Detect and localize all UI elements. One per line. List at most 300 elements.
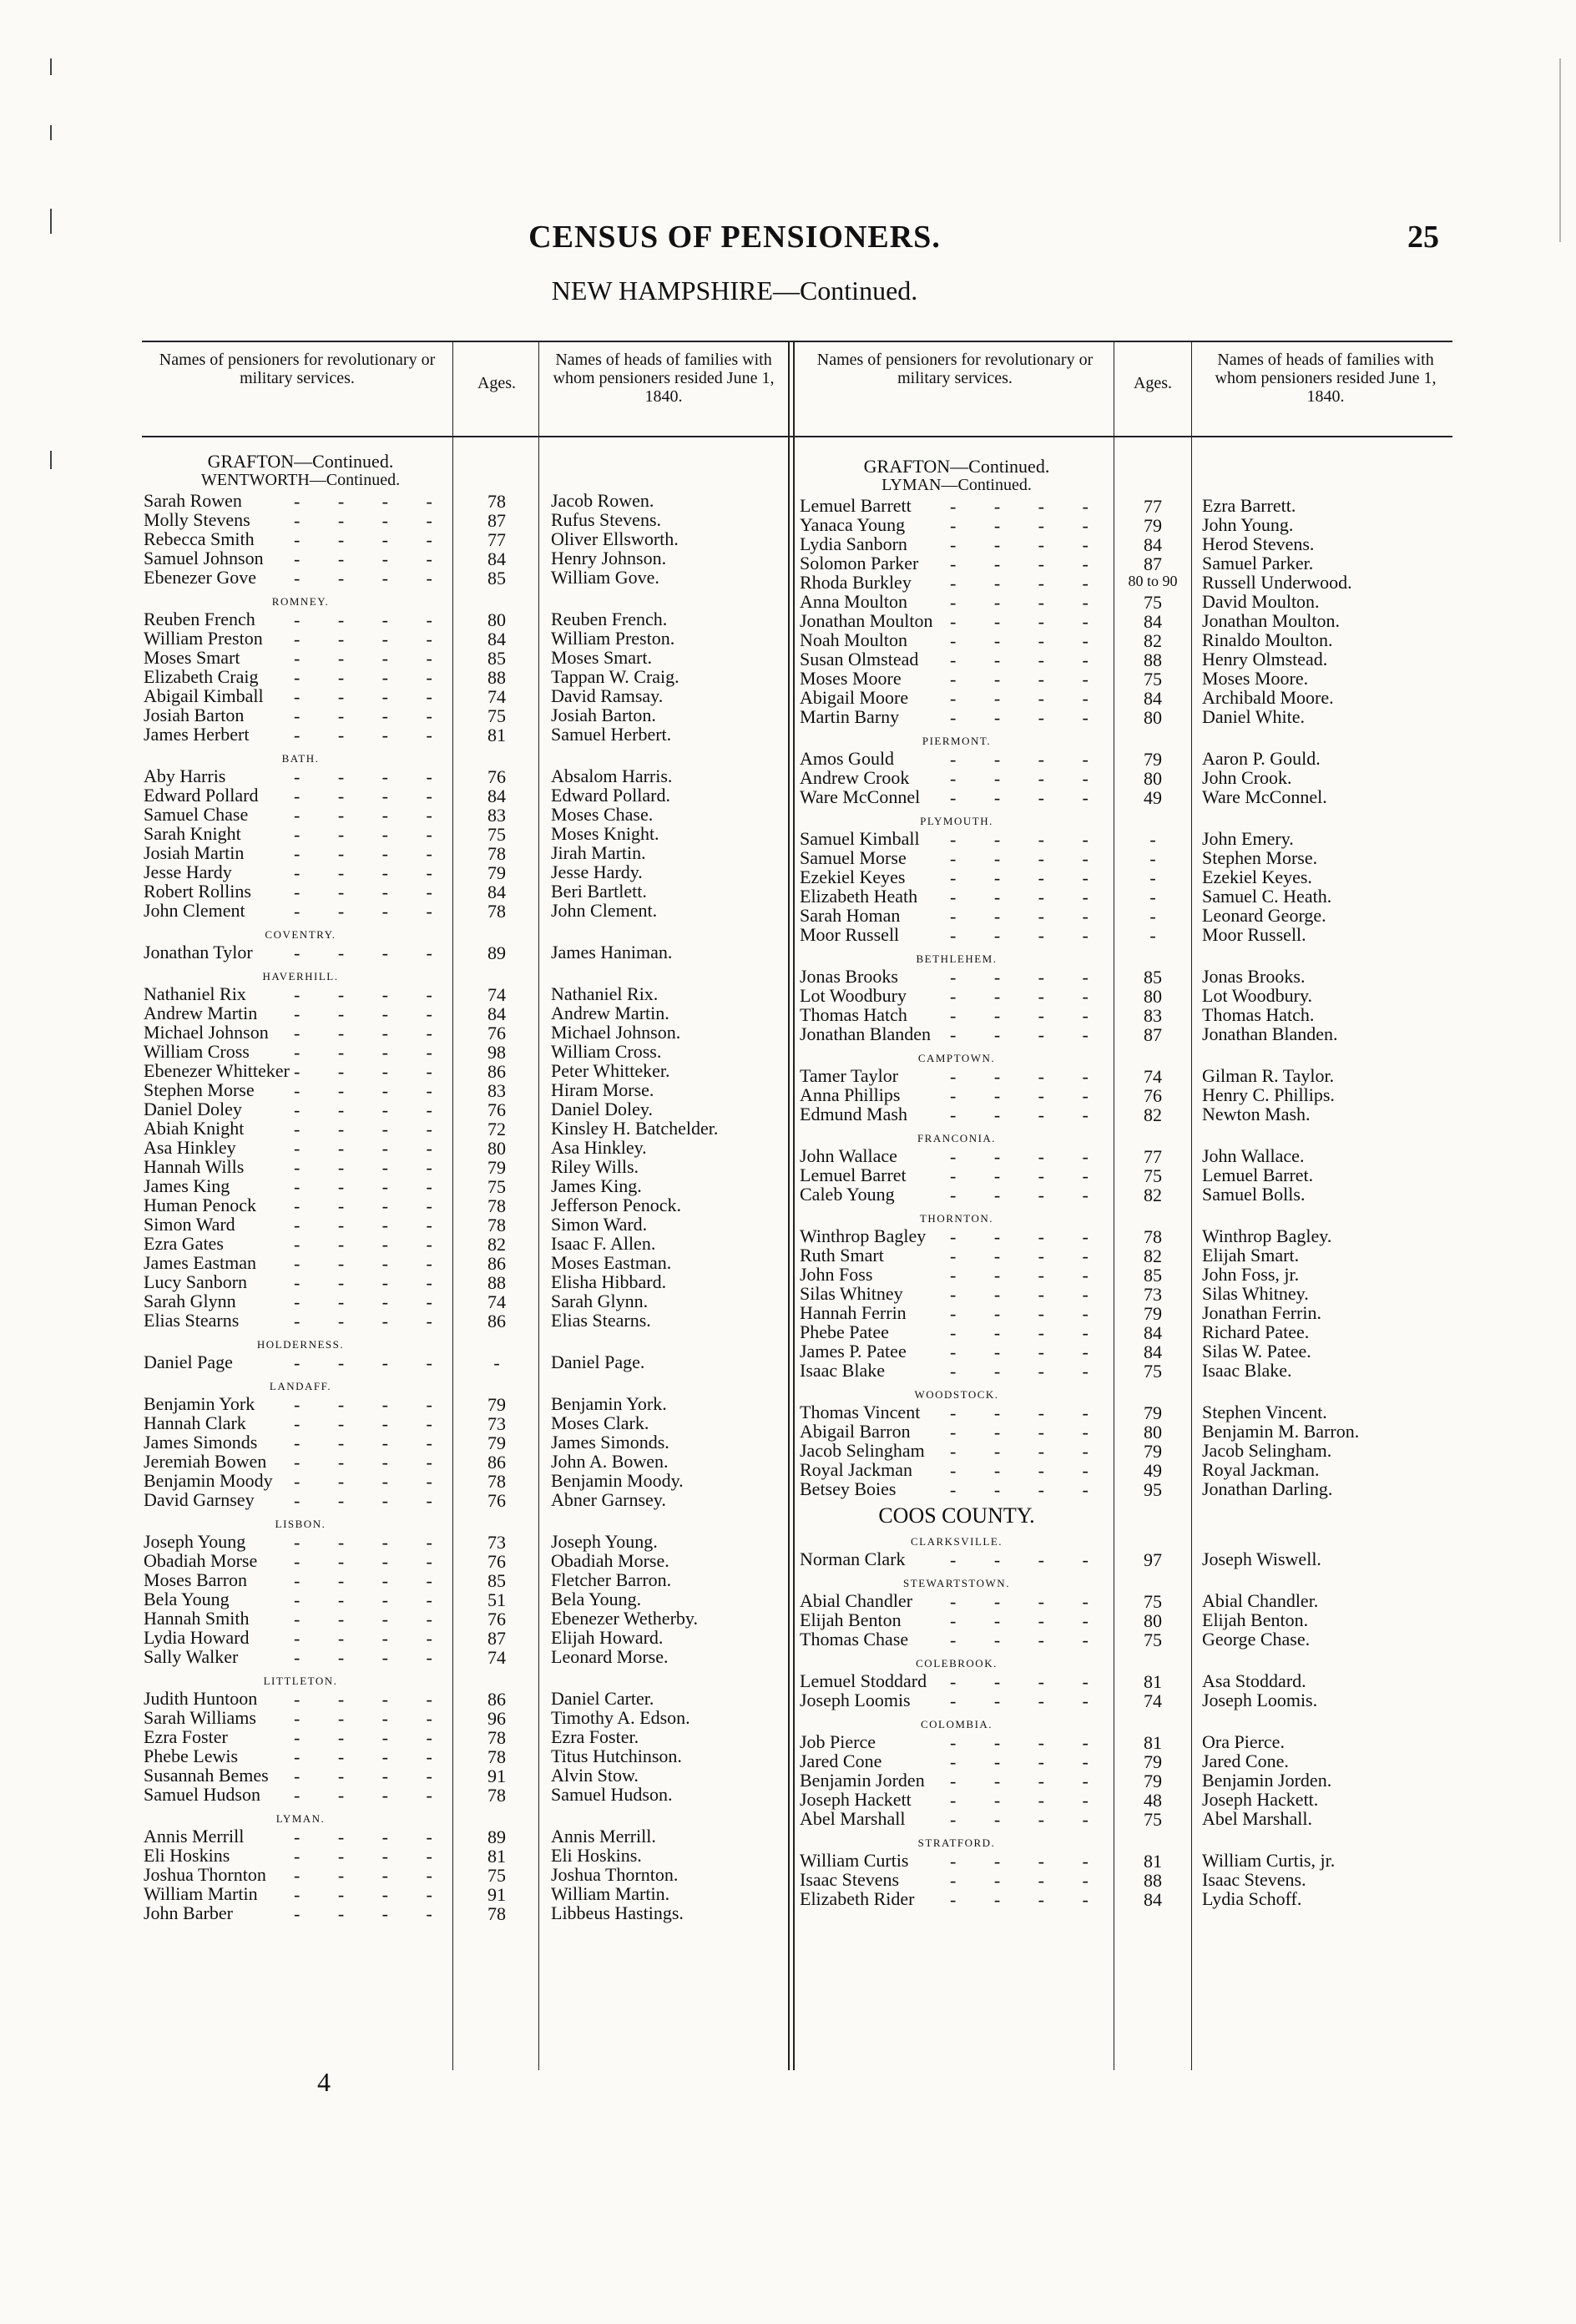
leader-dashes: - - - - <box>950 1361 1105 1382</box>
pensioner-age: 74 <box>487 1647 506 1668</box>
leader-dashes: - - - - <box>294 843 449 864</box>
family-head-name: John Wallace. <box>1202 1145 1305 1166</box>
leader-dashes: - - - - <box>294 1195 449 1216</box>
leader-dashes: - - - - <box>294 1570 449 1591</box>
family-head-name: Jesse Hardy. <box>551 861 643 882</box>
header-bottom-rule <box>142 436 1452 437</box>
leader-dashes: - - - - <box>294 1628 449 1649</box>
pensioner-name: Benjamin Jorden <box>800 1770 925 1791</box>
pensioner-name: Lemuel Stoddard <box>800 1670 927 1691</box>
leader-dashes: - - - - <box>294 1119 449 1139</box>
pensioner-age: 79 <box>1144 1751 1162 1772</box>
family-head-name: Riley Wills. <box>551 1156 639 1177</box>
column-divider <box>788 341 790 2070</box>
family-head-name: Kinsley H. Batchelder. <box>551 1118 719 1139</box>
pensioner-age: 85 <box>1144 1265 1162 1286</box>
leader-dashes: - - - - <box>294 1471 449 1492</box>
family-head-name: Peter Whitteker. <box>551 1060 670 1081</box>
pensioner-name: Lemuel Barrett <box>800 495 912 516</box>
family-head-name: Ebenezer Wetherby. <box>551 1608 698 1629</box>
leader-dashes: - - - - <box>294 1689 449 1710</box>
leader-dashes: - - - - <box>294 786 449 806</box>
pensioner-name: Elias Stearns <box>144 1310 240 1331</box>
leader-dashes: - - - - <box>950 1165 1105 1186</box>
pensioner-age: 80 <box>487 1138 506 1159</box>
pensioner-age: - <box>493 1352 500 1373</box>
pensioner-name: Elizabeth Craig <box>144 666 259 687</box>
leader-dashes: - - - - <box>950 1751 1105 1772</box>
pensioner-name: James P. Patee <box>800 1341 907 1362</box>
pensioner-name: Sarah Rowen <box>144 490 242 511</box>
family-head-name: Stephen Morse. <box>1202 847 1318 868</box>
leader-dashes: - - - - <box>950 1341 1105 1362</box>
family-head-name: Andrew Martin. <box>551 1003 669 1023</box>
pensioner-age: 80 <box>1144 768 1162 789</box>
pensioner-name: Edward Pollard <box>144 785 259 806</box>
town-heading: CAMPTOWN. <box>917 1052 996 1064</box>
pensioner-name: Daniel Doley <box>144 1099 242 1119</box>
pensioner-name: Ebenezer Whitteker <box>144 1060 290 1081</box>
leader-dashes: - - - - <box>294 1138 449 1159</box>
family-head-name: James Haniman. <box>551 942 673 962</box>
leader-dashes: - - - - <box>294 1311 449 1331</box>
pensioner-name: Judith Huntoon <box>144 1688 258 1709</box>
family-head-name: Archibald Moore. <box>1202 687 1334 708</box>
leader-dashes: - - - - <box>294 805 449 826</box>
pensioner-age: - <box>1149 829 1156 850</box>
leader-dashes: - - - - <box>294 1785 449 1806</box>
leader-dashes: - - - - <box>294 1253 449 1274</box>
family-head-name: James King. <box>551 1175 642 1196</box>
leader-dashes: - - - - <box>294 1727 449 1748</box>
leader-dashes: - - - - <box>294 766 449 787</box>
family-head-name: John Clement. <box>551 900 658 921</box>
column-divider <box>538 341 539 2070</box>
pensioner-age: 75 <box>487 1176 506 1197</box>
family-head-name: Jacob Rowen. <box>551 490 654 511</box>
leader-dashes: - - - - <box>294 1551 449 1572</box>
leader-dashes: - - - - <box>950 688 1105 709</box>
header-ages: Ages. <box>1133 374 1173 392</box>
pensioner-name: Lucy Sanborn <box>144 1271 248 1292</box>
family-head-name: Ware McConnel. <box>1202 786 1327 807</box>
family-head-name: Elisha Hibbard. <box>551 1271 667 1292</box>
leader-dashes: - - - - <box>294 705 449 726</box>
pensioner-age: 78 <box>487 1195 506 1216</box>
pensioner-name: William Cross <box>144 1041 250 1062</box>
header-family-heads: Names of heads of families with whom pensioners resided June 1, 1840. <box>1215 351 1437 406</box>
header-pensioner-names: Names of pensioners for revolutionary or military services. <box>159 351 436 387</box>
family-head-name: Obadiah Morse. <box>551 1550 669 1571</box>
pensioner-name: John Barber <box>144 1902 233 1923</box>
family-head-name: Daniel Carter. <box>551 1688 654 1709</box>
leader-dashes: - - - - <box>294 1589 449 1610</box>
town-heading: STEWARTSTOWN. <box>903 1577 1010 1589</box>
pensioner-name: Robert Rollins <box>144 881 251 902</box>
family-head-name: Richard Patee. <box>1202 1321 1310 1342</box>
pensioner-age: 82 <box>1144 1185 1162 1205</box>
pensioner-age: 78 <box>487 491 506 512</box>
pensioner-age: - <box>1149 867 1156 888</box>
leader-dashes: - - - - <box>294 1291 449 1312</box>
family-head-name: Ezekiel Keyes. <box>1202 866 1312 887</box>
pensioner-age: 84 <box>1144 611 1162 632</box>
family-head-name: William Preston. <box>551 628 675 649</box>
leader-dashes: - - - - <box>294 882 449 902</box>
pensioner-name: Benjamin York <box>144 1393 255 1414</box>
pensioner-age: 79 <box>1144 515 1162 536</box>
pensioner-age: 74 <box>487 984 506 1005</box>
pensioner-name: Hannah Wills <box>144 1156 245 1177</box>
town-heading: THORNTON. <box>919 1212 993 1225</box>
family-head-name: Jared Cone. <box>1202 1751 1289 1771</box>
family-head-name: Samuel Herbert. <box>551 724 672 745</box>
scan-edge-mark <box>1559 58 1561 242</box>
family-head-name: Ezra Barrett. <box>1202 495 1296 516</box>
pensioner-age: 78 <box>487 1471 506 1492</box>
family-head-name: John Foss, jr. <box>1202 1264 1300 1285</box>
pensioner-name: Jonathan Blanden <box>800 1023 932 1044</box>
pensioner-age: 86 <box>487 1689 506 1710</box>
family-head-name: Samuel Bolls. <box>1202 1184 1306 1205</box>
pensioner-name: Jacob Selingham <box>800 1440 925 1461</box>
leader-dashes: - - - - <box>294 1080 449 1101</box>
family-head-name: Simon Ward. <box>551 1214 648 1235</box>
pensioner-name: William Preston <box>144 628 263 649</box>
pensioner-age: 85 <box>487 568 506 589</box>
leader-dashes: - - - - <box>950 1549 1105 1570</box>
family-head-name: Leonard Morse. <box>551 1646 669 1667</box>
pensioner-age: 51 <box>487 1589 506 1610</box>
leader-dashes: - - - - <box>950 1671 1105 1692</box>
family-head-name: Timothy A. Edson. <box>551 1707 690 1728</box>
leader-dashes: - - - - <box>950 1889 1105 1910</box>
pensioner-age: 76 <box>487 1551 506 1572</box>
family-head-name: Winthrop Bagley. <box>1202 1225 1332 1246</box>
pensioner-name: Lydia Sanborn <box>800 533 907 554</box>
pensioner-name: Sarah Williams <box>144 1707 256 1728</box>
leader-dashes: - - - - <box>294 1865 449 1886</box>
family-head-name: Samuel C. Heath. <box>1202 886 1332 907</box>
leader-dashes: - - - - <box>294 1746 449 1767</box>
town-heading: PLYMOUTH. <box>920 815 993 827</box>
leader-dashes: - - - - <box>950 1479 1105 1500</box>
pensioner-name: Moses Smart <box>144 647 240 668</box>
page-title: CENSUS OF PENSIONERS. <box>528 220 941 255</box>
family-head-name: Stephen Vincent. <box>1202 1402 1327 1422</box>
pensioner-age: 75 <box>1144 592 1162 613</box>
family-head-name: Lot Woodbury. <box>1202 985 1313 1006</box>
pensioner-age: - <box>1149 848 1156 869</box>
pensioner-name: Benjamin Moody <box>144 1470 273 1491</box>
pensioner-name: Joshua Thornton <box>144 1864 266 1885</box>
scan-edge-mark <box>50 125 52 140</box>
family-head-name: Rinaldo Moulton. <box>1202 629 1333 650</box>
scan-edge-mark <box>50 451 52 469</box>
leader-dashes: - - - - <box>294 1394 449 1415</box>
family-head-name: Henry Johnson. <box>551 548 667 568</box>
family-head-name: Isaac Stevens. <box>1202 1869 1306 1890</box>
leader-dashes: - - - - <box>294 725 449 745</box>
leader-dashes: - - - - <box>294 1609 449 1629</box>
pensioner-name: Daniel Page <box>144 1351 233 1372</box>
leader-dashes: - - - - <box>294 862 449 883</box>
town-heading: COLEBROOK. <box>916 1657 998 1670</box>
pensioner-name: Joseph Hackett <box>800 1789 912 1810</box>
pensioner-name: Samuel Hudson <box>144 1784 260 1805</box>
family-head-name: Silas W. Patee. <box>1202 1341 1311 1362</box>
pensioner-age: 77 <box>1144 1146 1162 1167</box>
family-head-name: Aaron P. Gould. <box>1202 748 1321 769</box>
family-head-name: Asa Hinkley. <box>551 1137 647 1158</box>
pensioner-age: 74 <box>487 686 506 707</box>
family-head-name: David Ramsay. <box>551 685 664 706</box>
header-pensioner-names: Names of pensioners for revolutionary or military services. <box>816 351 1094 387</box>
family-head-name: Abner Garnsey. <box>551 1489 666 1510</box>
leader-dashes: - - - - <box>950 707 1105 728</box>
family-head-name: William Curtis, jr. <box>1202 1850 1336 1871</box>
pensioner-age: 82 <box>1144 1104 1162 1125</box>
family-head-name: Herod Stevens. <box>1202 533 1315 554</box>
leader-dashes: - - - - <box>950 1146 1105 1167</box>
pensioner-name: Reuben French <box>144 609 255 629</box>
leader-dashes: - - - - <box>950 1732 1105 1753</box>
leader-dashes: - - - - <box>294 1272 449 1293</box>
pensioner-age: 80 to 90 <box>1128 573 1178 589</box>
pensioner-age: 84 <box>1144 1889 1162 1910</box>
family-head-name: Alvin Stow. <box>551 1765 639 1786</box>
pensioner-name: Moor Russell <box>800 924 900 945</box>
family-head-name: Abial Chandler. <box>1202 1590 1319 1611</box>
leader-dashes: - - - - <box>294 1099 449 1120</box>
leader-dashes: - - - - <box>294 648 449 669</box>
pensioner-age: 75 <box>1144 1629 1162 1650</box>
leader-dashes: - - - - <box>950 967 1105 988</box>
leader-dashes: - - - - <box>950 1284 1105 1305</box>
pensioner-age: 88 <box>487 1272 506 1293</box>
pensioner-name: Elizabeth Heath <box>800 886 918 907</box>
leader-dashes: - - - - <box>950 1185 1105 1205</box>
leader-dashes: - - - - <box>294 629 449 649</box>
leader-dashes: - - - - <box>950 573 1105 594</box>
family-head-name: John Young. <box>1202 514 1294 535</box>
pensioner-age: 76 <box>487 1023 506 1043</box>
family-head-name: Isaac Blake. <box>1202 1360 1292 1381</box>
pensioner-age: 79 <box>487 1394 506 1415</box>
leader-dashes: - - - - <box>950 630 1105 651</box>
leader-dashes: - - - - <box>950 1104 1105 1125</box>
pensioner-age: 75 <box>1144 1591 1162 1612</box>
town-heading: LANDAFF. <box>269 1380 332 1392</box>
column-divider <box>1191 341 1192 2070</box>
leader-dashes: - - - - <box>294 686 449 707</box>
family-head-name: Beri Bartlett. <box>551 881 647 902</box>
pensioner-age: 79 <box>487 1157 506 1178</box>
pensioner-age: 86 <box>487 1452 506 1473</box>
pensioner-name: Thomas Hatch <box>800 1004 907 1025</box>
family-head-name: Annis Merrill. <box>551 1826 656 1847</box>
family-head-name: Josiah Barton. <box>551 705 656 725</box>
pensioner-name: Obadiah Morse <box>144 1550 258 1571</box>
pensioner-age: 76 <box>487 766 506 787</box>
family-head-name: Joseph Loomis. <box>1202 1690 1318 1710</box>
town-heading: BETHLEHEM. <box>916 952 998 965</box>
family-head-name: Samuel Hudson. <box>551 1784 673 1805</box>
subsection-heading: LYMAN—Continued. <box>881 476 1032 494</box>
pensioner-name: John Clement <box>144 900 245 921</box>
family-head-name: Rufus Stevens. <box>551 509 661 530</box>
pensioner-name: Job Pierce <box>800 1731 876 1752</box>
header-ages: Ages. <box>477 374 517 392</box>
pensioner-age: 83 <box>487 805 506 826</box>
town-heading: LISBON. <box>275 1518 326 1530</box>
family-head-name: Isaac F. Allen. <box>551 1233 656 1254</box>
pensioner-name: Moses Moore <box>800 668 902 689</box>
pensioner-age: 80 <box>1144 707 1162 728</box>
pensioner-name: Hannah Smith <box>144 1608 250 1629</box>
pensioner-name: Josiah Barton <box>144 705 245 725</box>
family-head-name: Moses Smart. <box>551 647 652 668</box>
pensioner-age: 87 <box>1144 1024 1162 1045</box>
leader-dashes: - - - - <box>294 510 449 531</box>
family-head-name: Moses Chase. <box>551 804 654 825</box>
pensioner-age: 91 <box>487 1766 506 1786</box>
family-head-name: John Crook. <box>1202 767 1292 788</box>
leader-dashes: - - - - <box>950 496 1105 517</box>
leader-dashes: - - - - <box>294 1234 449 1255</box>
pensioner-name: William Martin <box>144 1883 258 1904</box>
pensioner-name: Ezekiel Keyes <box>800 866 906 887</box>
family-head-name: Thomas Hatch. <box>1202 1004 1315 1025</box>
family-head-name: Moor Russell. <box>1202 924 1306 945</box>
pensioner-name: Abial Chandler <box>800 1590 913 1611</box>
pensioner-name: John Wallace <box>800 1145 897 1166</box>
pensioner-name: Isaac Blake <box>800 1360 885 1381</box>
pensioner-name: Samuel Chase <box>144 804 249 825</box>
family-head-name: David Moulton. <box>1202 591 1320 612</box>
family-head-name: Jonas Brooks. <box>1202 966 1306 987</box>
pensioner-age: 78 <box>487 843 506 864</box>
leader-dashes: - - - - <box>950 649 1105 670</box>
leader-dashes: - - - - <box>294 1532 449 1553</box>
pensioner-age: 87 <box>1144 553 1162 574</box>
leader-dashes: - - - - <box>294 1452 449 1473</box>
leader-dashes: - - - - <box>294 1042 449 1063</box>
pensioner-name: Ezra Gates <box>144 1233 224 1254</box>
pensioner-age: 75 <box>487 824 506 845</box>
pensioner-name: Jonathan Tylor <box>144 942 253 962</box>
header-family-heads: Names of heads of families with whom pensioners resided June 1, 1840. <box>553 351 775 406</box>
pensioner-name: Samuel Morse <box>800 847 907 868</box>
pensioner-age: 88 <box>1144 1870 1162 1891</box>
pensioner-name: Samuel Johnson <box>144 548 264 568</box>
family-head-name: Bela Young. <box>551 1589 642 1609</box>
leader-dashes: - - - - <box>294 1176 449 1197</box>
pensioner-age: 74 <box>487 1291 506 1312</box>
pensioner-age: 97 <box>1144 1549 1162 1570</box>
family-head-name: Royal Jackman. <box>1202 1459 1320 1480</box>
pensioner-name: Thomas Vincent <box>800 1402 921 1422</box>
pensioner-age: 75 <box>1144 1809 1162 1830</box>
pensioner-age: 83 <box>1144 1005 1162 1026</box>
pensioner-name: Stephen Morse <box>144 1079 255 1100</box>
pensioner-name: Phebe Patee <box>800 1321 889 1342</box>
pensioner-name: Josiah Martin <box>144 842 245 863</box>
pensioner-name: Edmund Mash <box>800 1104 907 1124</box>
column-divider <box>793 341 795 2070</box>
leader-dashes: - - - - <box>950 1005 1105 1026</box>
pensioner-name: Nathaniel Rix <box>144 983 246 1004</box>
town-heading: CLARKSVILLE. <box>910 1535 1003 1548</box>
pensioner-age: 78 <box>487 1903 506 1924</box>
family-head-name: Lydia Schoff. <box>1202 1888 1302 1909</box>
pensioner-name: James Simonds <box>144 1432 258 1452</box>
leader-dashes: - - - - <box>294 824 449 845</box>
family-head-name: John Emery. <box>1202 828 1294 849</box>
leader-dashes: - - - - <box>950 986 1105 1007</box>
family-head-name: Asa Stoddard. <box>1202 1670 1306 1691</box>
pensioner-age: 82 <box>1144 630 1162 651</box>
leader-dashes: - - - - <box>294 1884 449 1905</box>
family-head-name: Lemuel Barret. <box>1202 1165 1314 1185</box>
leader-dashes: - - - - <box>294 609 449 630</box>
leader-dashes: - - - - <box>950 553 1105 574</box>
leader-dashes: - - - - <box>950 592 1105 613</box>
pensioner-age: 84 <box>1144 534 1162 555</box>
pensioner-name: Yanaca Young <box>800 514 906 535</box>
pensioner-age: - <box>1149 887 1156 907</box>
pensioner-age: 84 <box>487 548 506 569</box>
family-head-name: Elijah Smart. <box>1202 1245 1300 1266</box>
pensioner-name: Thomas Chase <box>800 1629 909 1650</box>
family-head-name: Elias Stearns. <box>551 1310 651 1331</box>
family-head-name: Daniel White. <box>1202 706 1305 727</box>
leader-dashes: - - - - <box>950 906 1105 927</box>
family-head-name: Reuben French. <box>551 609 668 629</box>
leader-dashes: - - - - <box>950 1771 1105 1791</box>
family-head-name: Joseph Wiswell. <box>1202 1548 1321 1569</box>
pensioner-name: Abigail Kimball <box>144 685 264 706</box>
pensioner-name: Anna Phillips <box>800 1084 901 1105</box>
pensioner-age: 85 <box>487 1570 506 1591</box>
pensioner-age: 76 <box>1144 1085 1162 1106</box>
pensioner-name: Isaac Stevens <box>800 1869 900 1890</box>
pensioner-age: 91 <box>487 1884 506 1905</box>
town-heading: WOODSTOCK. <box>914 1388 999 1401</box>
leader-dashes: - - - - <box>950 611 1105 632</box>
family-head-name: George Chase. <box>1202 1629 1311 1650</box>
family-head-name: Elijah Benton. <box>1202 1609 1309 1630</box>
pensioner-age: 78 <box>487 1785 506 1806</box>
pensioner-age: 80 <box>1144 1422 1162 1442</box>
pensioner-name: Susan Olmstead <box>800 649 919 669</box>
pensioner-name: Abigail Barron <box>800 1421 911 1442</box>
pensioner-age: 73 <box>487 1413 506 1434</box>
leader-dashes: - - - - <box>950 768 1105 789</box>
family-head-name: Henry Olmstead. <box>1202 649 1328 669</box>
leader-dashes: - - - - <box>950 1809 1105 1830</box>
pensioner-name: Ezra Foster <box>144 1726 228 1747</box>
pensioner-age: 87 <box>487 1628 506 1649</box>
pensioner-age: 75 <box>487 1865 506 1886</box>
pensioner-age: 79 <box>487 1432 506 1453</box>
leader-dashes: - - - - <box>950 1226 1105 1247</box>
family-head-name: Leonard George. <box>1202 905 1326 926</box>
pensioner-name: Elijah Benton <box>800 1609 902 1630</box>
pensioner-name: David Garnsey <box>144 1489 255 1510</box>
pensioner-age: 81 <box>1144 1732 1162 1753</box>
pensioner-age: 76 <box>487 1490 506 1511</box>
